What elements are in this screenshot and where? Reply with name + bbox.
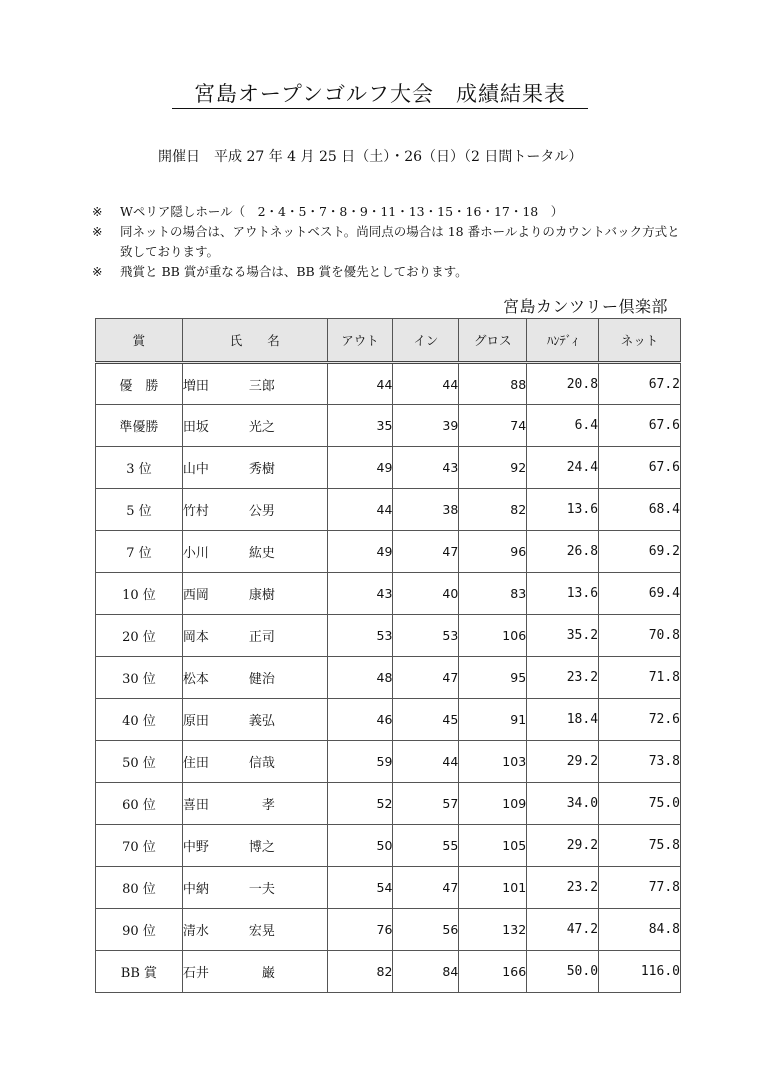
- player-surname: 田坂: [182, 420, 209, 435]
- handicap-cell: 13.6: [527, 489, 599, 531]
- player-name-cell: [182, 783, 327, 825]
- player-name-cell: [182, 573, 327, 615]
- out-score-cell: 59: [327, 741, 393, 783]
- net-score-cell: 67.2: [599, 363, 681, 405]
- in-score-cell: 47: [393, 867, 459, 909]
- net-score-cell: 68.4: [599, 489, 681, 531]
- player-surname: 増田: [182, 378, 209, 394]
- prize-cell: BB 賞: [96, 951, 183, 993]
- player-surname: 清水: [182, 924, 209, 939]
- in-score-cell: 39: [393, 405, 459, 447]
- prize-cell: 5 位: [96, 489, 183, 531]
- player-name-cell: [182, 405, 327, 447]
- prize-cell: 80 位: [96, 867, 183, 909]
- note-mark: ※: [92, 224, 103, 239]
- handicap-cell: 35.2: [527, 615, 599, 657]
- net-score-cell: 73.8: [599, 741, 681, 783]
- in-score-cell: 45: [393, 699, 459, 741]
- prize-cell: 30 位: [96, 657, 183, 699]
- out-score-cell: 50: [327, 825, 393, 867]
- player-name-cell: [182, 489, 327, 531]
- table-row: [96, 363, 681, 405]
- player-given-name: 正司: [248, 630, 275, 645]
- player-given-name: 宏晃: [248, 924, 275, 939]
- gross-score-cell: 96: [459, 531, 527, 573]
- out-score-cell: 49: [327, 447, 393, 489]
- handicap-cell: 34.0: [527, 783, 599, 825]
- gross-score-cell: 132: [459, 909, 527, 951]
- handicap-cell: 18.4: [527, 699, 599, 741]
- player-given-name: 孝: [248, 798, 275, 813]
- out-score-cell: 48: [327, 657, 393, 699]
- net-score-cell: 71.8: [599, 657, 681, 699]
- table-row: [96, 489, 681, 531]
- net-score-cell: 70.8: [599, 615, 681, 657]
- gross-score-cell: 83: [459, 573, 527, 615]
- table-row: [96, 909, 681, 951]
- net-score-cell: 75.0: [599, 783, 681, 825]
- in-score-cell: 57: [393, 783, 459, 825]
- in-score-cell: 38: [393, 489, 459, 531]
- in-score-cell: 40: [393, 573, 459, 615]
- player-given-name: 三郎: [248, 378, 275, 394]
- in-score-cell: 44: [393, 363, 459, 405]
- player-given-name: 健治: [248, 672, 275, 687]
- handicap-cell: 26.8: [527, 531, 599, 573]
- player-name-cell: [182, 447, 327, 489]
- net-score-cell: 67.6: [599, 447, 681, 489]
- out-score-cell: 82: [327, 951, 393, 993]
- gross-score-cell: 92: [459, 447, 527, 489]
- prize-cell: 50 位: [96, 741, 183, 783]
- player-name-cell: [182, 363, 327, 405]
- player-name-cell: [182, 699, 327, 741]
- prize-cell: 10 位: [96, 573, 183, 615]
- player-given-name: 巌: [248, 966, 275, 981]
- table-row: [96, 699, 681, 741]
- note-item: [92, 222, 692, 262]
- prize-cell: 70 位: [96, 825, 183, 867]
- note-mark: ※: [92, 204, 103, 219]
- gross-score-cell: 74: [459, 405, 527, 447]
- out-score-cell: 44: [327, 489, 393, 531]
- handicap-cell: 47.2: [527, 909, 599, 951]
- header-net: ネット: [599, 319, 681, 363]
- header-handicap: ﾊﾝﾃﾞｨ: [527, 319, 599, 363]
- notes-block: [92, 202, 692, 282]
- player-given-name: 義弘: [248, 714, 275, 729]
- out-score-cell: 76: [327, 909, 393, 951]
- note-item: [92, 202, 692, 222]
- player-name-cell: [182, 741, 327, 783]
- gross-score-cell: 101: [459, 867, 527, 909]
- note-item: [92, 262, 692, 282]
- gross-score-cell: 82: [459, 489, 527, 531]
- gross-score-cell: 166: [459, 951, 527, 993]
- table-row: [96, 573, 681, 615]
- document-title: [0, 78, 760, 108]
- handicap-cell: 13.6: [527, 573, 599, 615]
- out-score-cell: 53: [327, 615, 393, 657]
- gross-score-cell: 88: [459, 363, 527, 405]
- in-score-cell: 43: [393, 447, 459, 489]
- in-score-cell: 84: [393, 951, 459, 993]
- out-score-cell: 49: [327, 531, 393, 573]
- note-text: Wペリア隠しホール（ 2・4・5・7・8・9・11・13・15・16・17・18 ）: [120, 204, 564, 219]
- out-score-cell: 46: [327, 699, 393, 741]
- header-prize: 賞: [96, 319, 183, 363]
- handicap-cell: 23.2: [527, 657, 599, 699]
- player-given-name: 公男: [248, 504, 275, 519]
- handicap-cell: 23.2: [527, 867, 599, 909]
- player-name-cell: [182, 867, 327, 909]
- net-score-cell: 75.8: [599, 825, 681, 867]
- in-score-cell: 53: [393, 615, 459, 657]
- header-gross: グロス: [459, 319, 527, 363]
- handicap-cell: 6.4: [527, 405, 599, 447]
- prize-cell: 40 位: [96, 699, 183, 741]
- player-given-name: 光之: [248, 420, 275, 435]
- in-score-cell: 56: [393, 909, 459, 951]
- header-out: アウト: [327, 319, 393, 363]
- table-row: [96, 405, 681, 447]
- player-surname: 小川: [182, 546, 209, 561]
- gross-score-cell: 91: [459, 699, 527, 741]
- player-surname: 松本: [182, 672, 209, 687]
- player-given-name: 博之: [248, 840, 275, 855]
- player-surname: 山中: [182, 462, 209, 477]
- table-row: [96, 615, 681, 657]
- player-surname: 喜田: [182, 798, 209, 813]
- header-name: 氏 名: [182, 319, 327, 363]
- player-given-name: 一夫: [248, 882, 275, 897]
- event-date-line: 開催日 平成 27 年 4 月 25 日（土）・26（日）（2 日間トータル）: [158, 149, 583, 165]
- in-score-cell: 47: [393, 531, 459, 573]
- net-score-cell: 77.8: [599, 867, 681, 909]
- net-score-cell: 72.6: [599, 699, 681, 741]
- player-surname: 西岡: [182, 588, 209, 603]
- prize-cell: 60 位: [96, 783, 183, 825]
- out-score-cell: 44: [327, 363, 393, 405]
- player-given-name: 康樹: [248, 588, 275, 603]
- player-given-name: 秀樹: [248, 462, 275, 477]
- player-surname: 中野: [182, 840, 209, 855]
- player-given-name: 紘史: [248, 546, 275, 561]
- net-score-cell: 69.4: [599, 573, 681, 615]
- player-name-cell: [182, 531, 327, 573]
- note-text: 同ネットの場合は、アウトネットベスト。尚同点の場合は 18 番ホールよりのカウントバック方式と致しております。: [120, 224, 680, 259]
- out-score-cell: 54: [327, 867, 393, 909]
- net-score-cell: 69.2: [599, 531, 681, 573]
- table-row: [96, 447, 681, 489]
- gross-score-cell: 106: [459, 615, 527, 657]
- prize-cell: 20 位: [96, 615, 183, 657]
- table-row: [96, 741, 681, 783]
- player-surname: 原田: [182, 714, 209, 729]
- player-name-cell: [182, 825, 327, 867]
- player-surname: 住田: [182, 756, 209, 771]
- header-in: イン: [393, 319, 459, 363]
- player-name-cell: [182, 909, 327, 951]
- gross-score-cell: 95: [459, 657, 527, 699]
- prize-cell: 優 勝: [96, 363, 183, 405]
- gross-score-cell: 103: [459, 741, 527, 783]
- out-score-cell: 43: [327, 573, 393, 615]
- net-score-cell: 84.8: [599, 909, 681, 951]
- title-text: 宮島オープンゴルフ大会 成績結果表: [172, 82, 588, 109]
- table-row: [96, 657, 681, 699]
- table-row: [96, 531, 681, 573]
- prize-cell: 7 位: [96, 531, 183, 573]
- prize-cell: 準優勝: [96, 405, 183, 447]
- table-row: [96, 783, 681, 825]
- results-table: [95, 318, 681, 993]
- out-score-cell: 52: [327, 783, 393, 825]
- table-header-row: [96, 319, 681, 363]
- player-surname: 中納: [182, 882, 209, 897]
- organizer-name: 宮島カンツリー倶楽部: [502, 297, 668, 316]
- gross-score-cell: 109: [459, 783, 527, 825]
- player-name-cell: [182, 615, 327, 657]
- prize-cell: 90 位: [96, 909, 183, 951]
- handicap-cell: 20.8: [527, 363, 599, 405]
- in-score-cell: 44: [393, 741, 459, 783]
- table-row: [96, 867, 681, 909]
- note-text: 飛賞と BB 賞が重なる場合は、BB 賞を優先としております。: [120, 264, 468, 279]
- handicap-cell: 50.0: [527, 951, 599, 993]
- handicap-cell: 24.4: [527, 447, 599, 489]
- gross-score-cell: 105: [459, 825, 527, 867]
- handicap-cell: 29.2: [527, 741, 599, 783]
- player-name-cell: [182, 657, 327, 699]
- handicap-cell: 29.2: [527, 825, 599, 867]
- out-score-cell: 35: [327, 405, 393, 447]
- player-surname: 竹村: [182, 504, 209, 519]
- table-row: [96, 951, 681, 993]
- net-score-cell: 116.0: [599, 951, 681, 993]
- in-score-cell: 55: [393, 825, 459, 867]
- player-surname: 石井: [182, 966, 209, 981]
- in-score-cell: 47: [393, 657, 459, 699]
- net-score-cell: 67.6: [599, 405, 681, 447]
- prize-cell: 3 位: [96, 447, 183, 489]
- note-mark: ※: [92, 264, 103, 279]
- player-name-cell: [182, 951, 327, 993]
- player-surname: 岡本: [182, 630, 209, 645]
- player-given-name: 信哉: [248, 756, 275, 771]
- table-row: [96, 825, 681, 867]
